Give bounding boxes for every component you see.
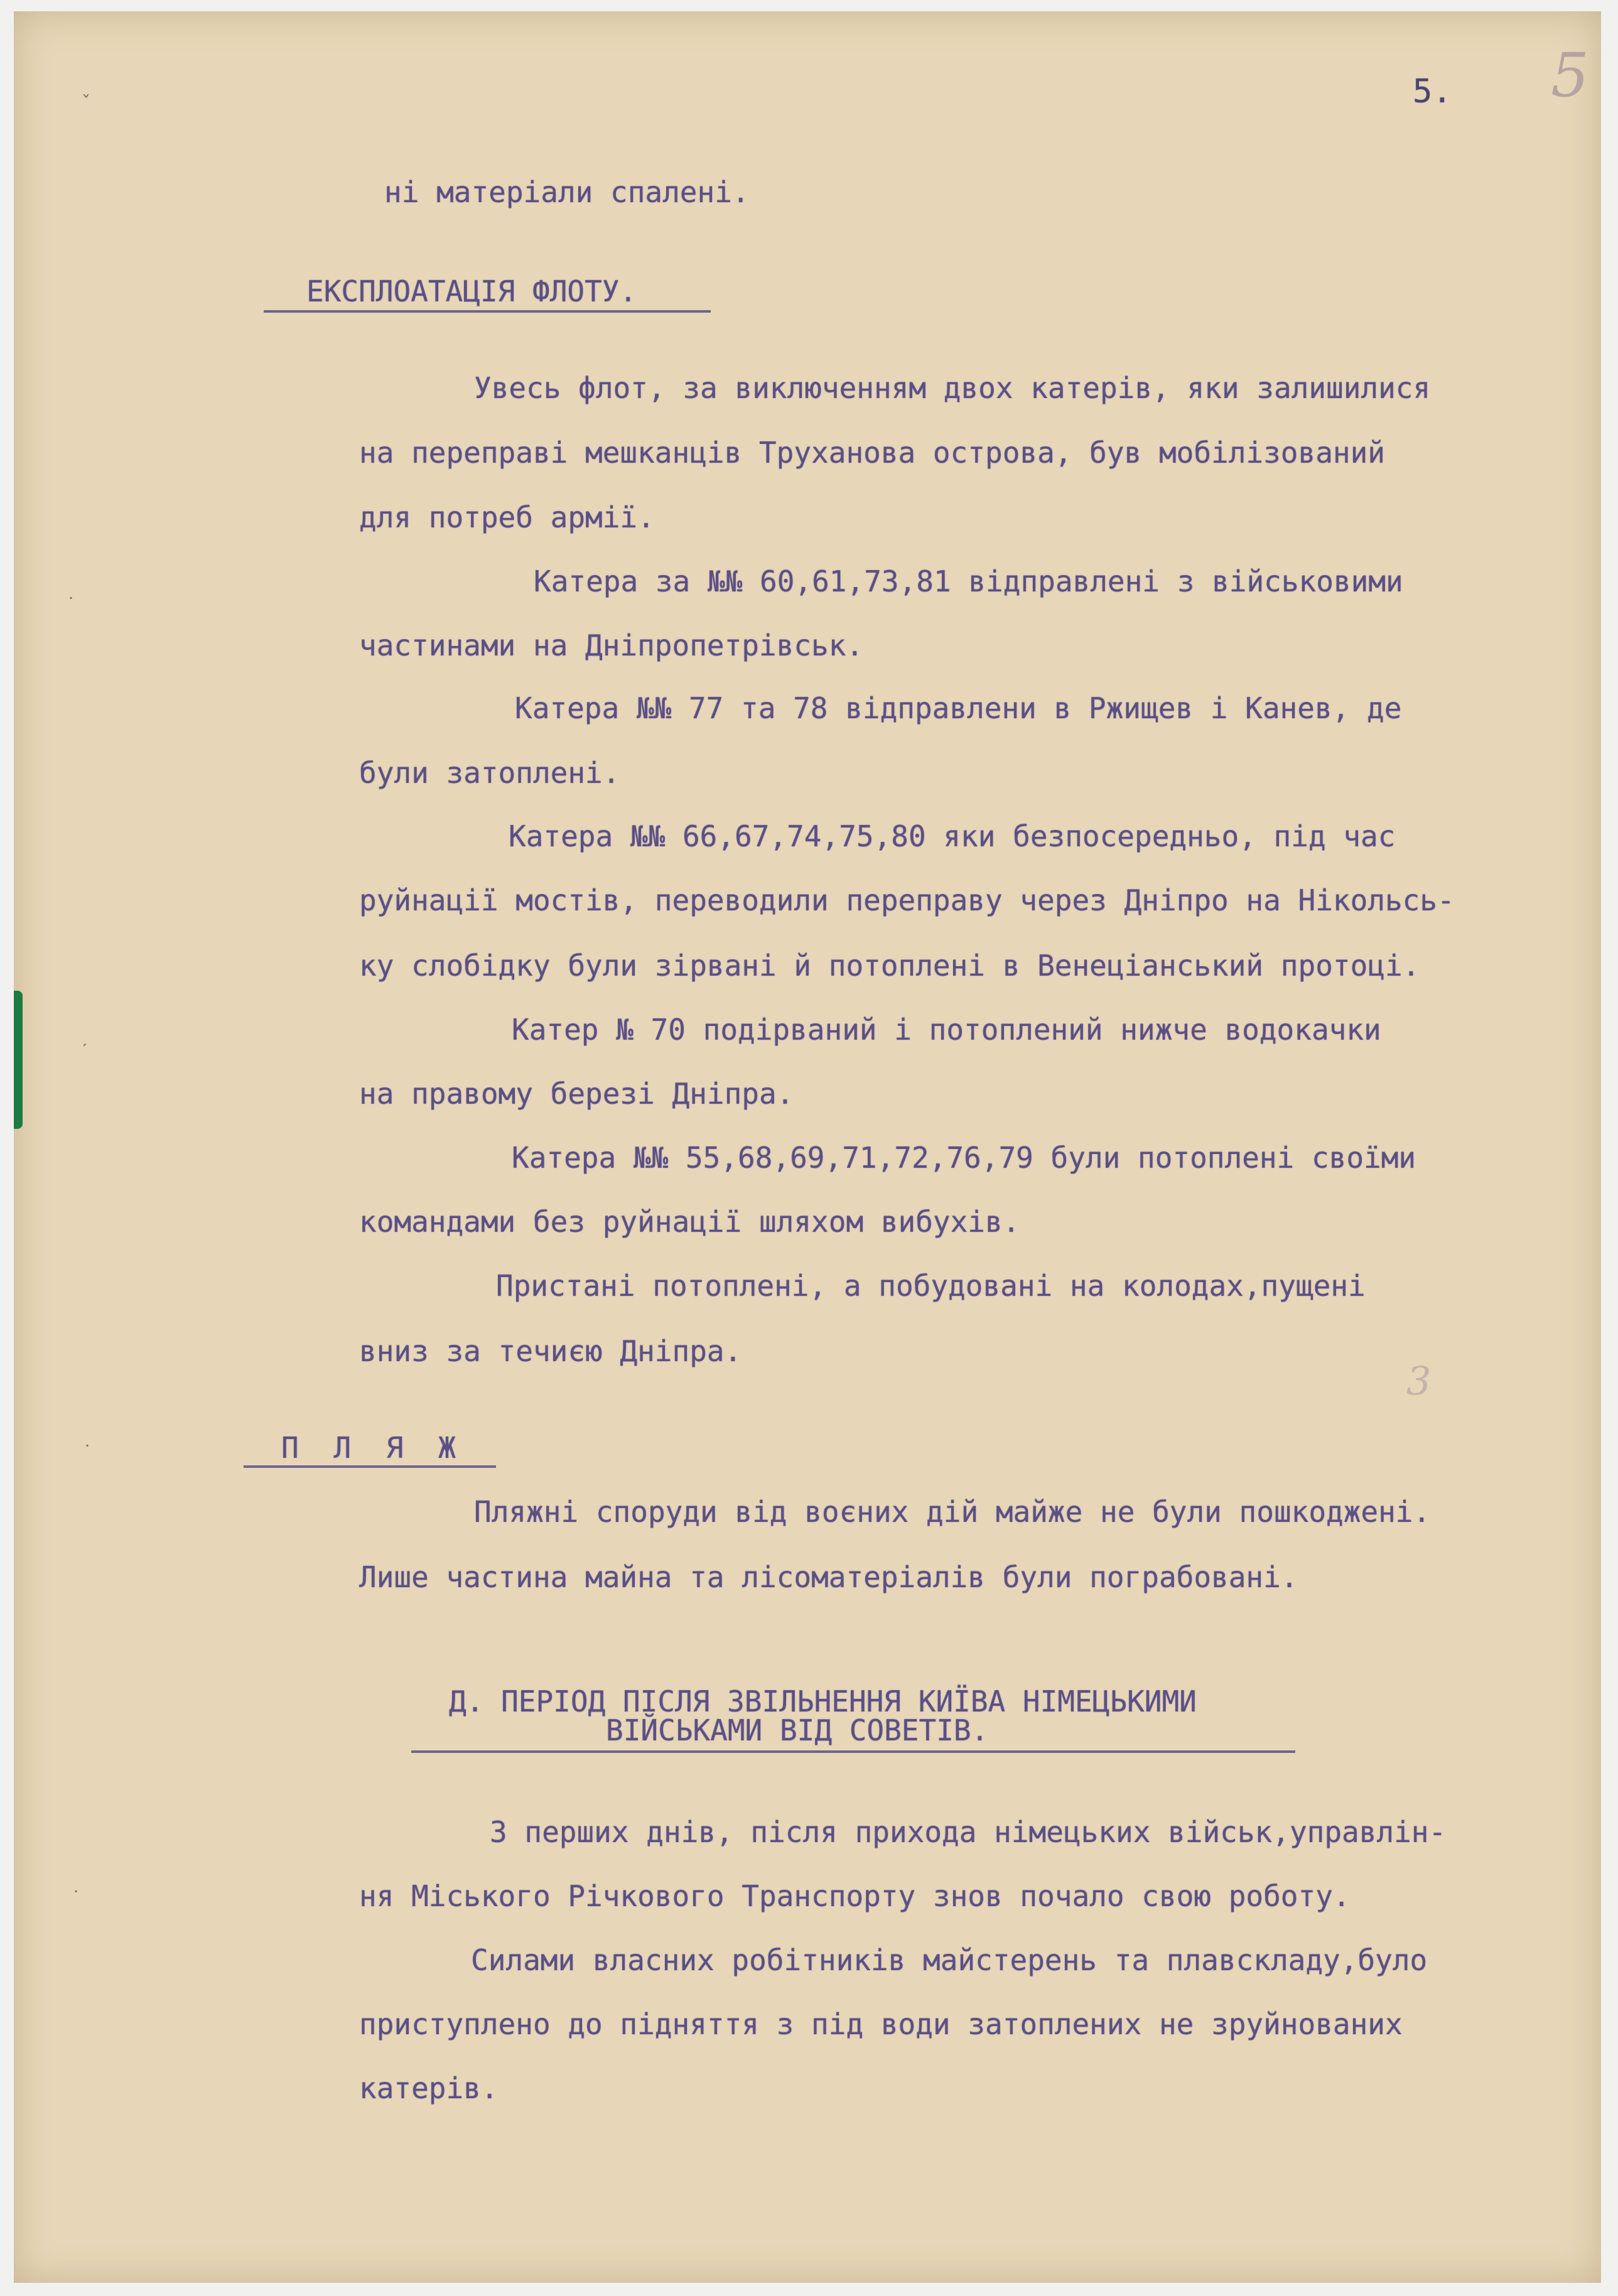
section-d-line: катерів. — [359, 2071, 499, 2105]
page-number: 5. — [1413, 73, 1452, 110]
section-d-heading: ВІЙСЬКАМИ ВІД СОВЕТІВ. — [606, 1713, 989, 1747]
section-d-line: Силами власних робітників майстерень та плавскладу,було — [471, 1943, 1428, 1977]
fleet-line: на переправі мешканців Труханова острова, був мобілізований — [359, 436, 1385, 470]
margin-mark: ˇ — [80, 92, 92, 114]
beach-line: Лише частина майна та лісоматеріалів були пограбовані. — [359, 1560, 1298, 1594]
green-margin-tab — [14, 991, 23, 1129]
fleet-line: для потреб армії. — [359, 500, 655, 534]
carryover-line: ні матеріали спалені. — [384, 175, 750, 209]
fleet-line: командами без руйнації шляхом вибухів. — [359, 1205, 1020, 1239]
fleet-line: Увесь флот, за виключенням двох катерів, яки залишилися — [474, 371, 1431, 405]
margin-mark: ˙ — [65, 595, 77, 617]
section-d-heading-underline — [411, 1750, 1295, 1753]
fleet-line: Катера №№ 77 та 78 відправлени в Ржищев і Канев, де — [515, 691, 1402, 725]
fleet-heading: ЕКСПЛОАТАЦІЯ ФЛОТУ. — [306, 274, 637, 308]
fleet-line: руйнації мостів, переводили переправу через Дніпро на Нікольсь- — [359, 883, 1455, 917]
fleet-line: Катер № 70 подірваний і потоплений нижче водокачки — [512, 1013, 1381, 1047]
fleet-line: частинами на Дніпропетрівськ. — [359, 628, 864, 662]
section-d-line: приступлено до підняття з під води затоплених не зруйнованих — [359, 2007, 1403, 2041]
section-d-line: ня Міського Річкового Транспорту знов почало свою роботу. — [359, 1879, 1351, 1913]
section-d-line: З перших днів, після прихода німецьких військ,управлін- — [490, 1815, 1447, 1849]
fleet-line: Пристані потоплені, а побудовані на колодах,пущені — [496, 1269, 1366, 1303]
fleet-line: на правому березі Дніпра. — [359, 1077, 794, 1111]
pencil-mark: 3 — [1406, 1358, 1432, 1404]
fleet-line: ку слобідку були зірвані й потоплені в Венеціанський протоці. — [359, 949, 1420, 983]
fleet-line: Катера №№ 66,67,74,75,80 яки безпосередньо, під час — [509, 819, 1396, 853]
margin-mark: ˙ — [82, 1442, 94, 1464]
fleet-line: Катера за №№ 60,61,73,81 відправлені з військовими — [534, 564, 1403, 598]
beach-line: Пляжні споруди від воєних дій майже не були пошкоджені. — [474, 1495, 1431, 1529]
fleet-line: були затоплені. — [359, 756, 620, 790]
beach-heading: П Л Я Ж — [281, 1431, 465, 1465]
section-d-heading: Д. ПЕРІОД ПІСЛЯ ЗВІЛЬНЕННЯ КИЇВА НІМЕЦЬКИМИ — [449, 1684, 1197, 1718]
fleet-line: вниз за течиєю Дніпра. — [359, 1334, 742, 1368]
fleet-heading-underline — [264, 310, 711, 313]
handwritten-page-number: 5 — [1551, 40, 1590, 110]
fleet-line: Катера №№ 55,68,69,71,72,76,79 були потоплені своїми — [512, 1141, 1416, 1175]
beach-heading-underline — [244, 1465, 496, 1468]
margin-mark: ˊ — [79, 1040, 91, 1062]
margin-mark: ˙ — [70, 1888, 82, 1910]
